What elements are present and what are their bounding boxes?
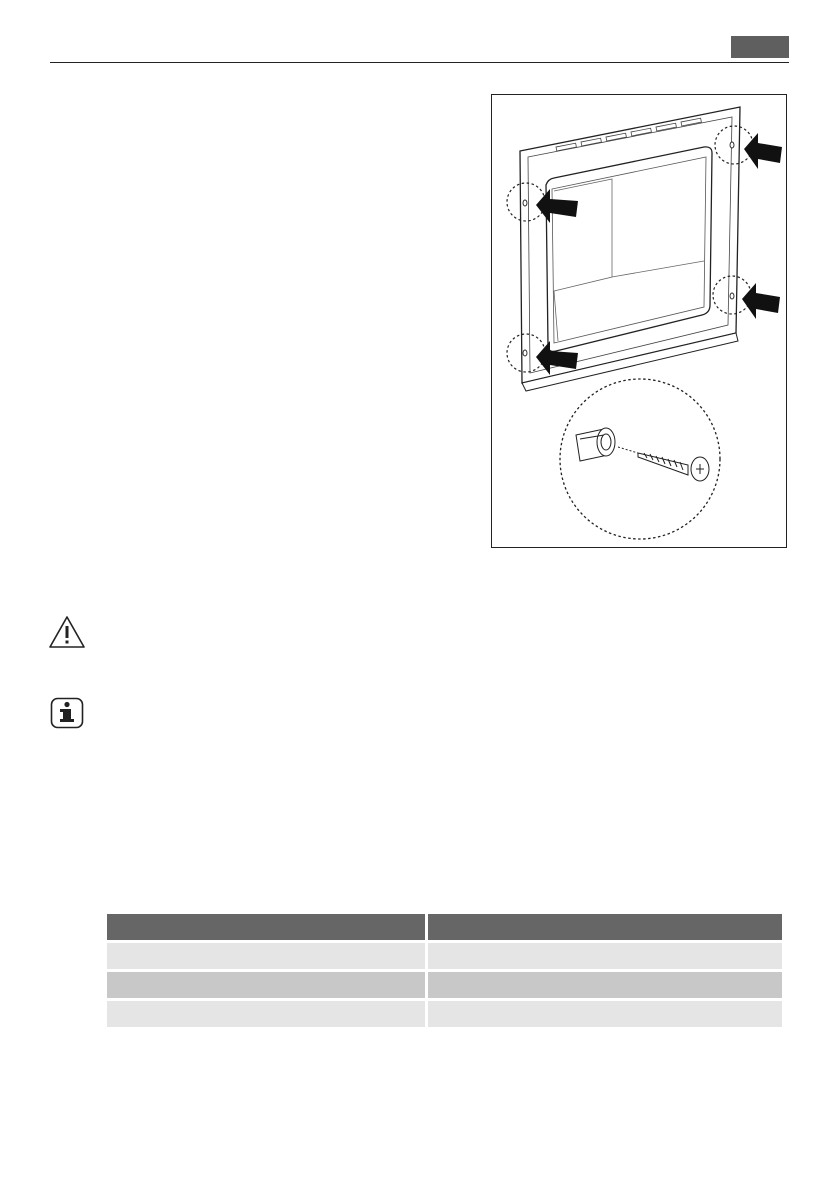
table-row	[107, 972, 782, 998]
table-header-cell	[107, 914, 425, 940]
spec-table	[104, 911, 785, 1030]
table-header-cell	[428, 914, 782, 940]
table-cell	[107, 943, 425, 969]
table-row	[107, 1001, 782, 1027]
installation-figure	[491, 94, 787, 548]
language-tab	[731, 36, 789, 58]
info-icon	[50, 697, 84, 729]
warning-triangle-icon	[47, 614, 87, 650]
table-cell	[107, 1001, 425, 1027]
table-cell	[107, 972, 425, 998]
table-cell	[428, 943, 782, 969]
header-rule	[50, 62, 789, 63]
table-header-row	[107, 914, 782, 940]
table-cell	[428, 1001, 782, 1027]
table-row	[107, 943, 782, 969]
oven-cavity-illustration	[492, 95, 788, 549]
table-cell	[428, 972, 782, 998]
